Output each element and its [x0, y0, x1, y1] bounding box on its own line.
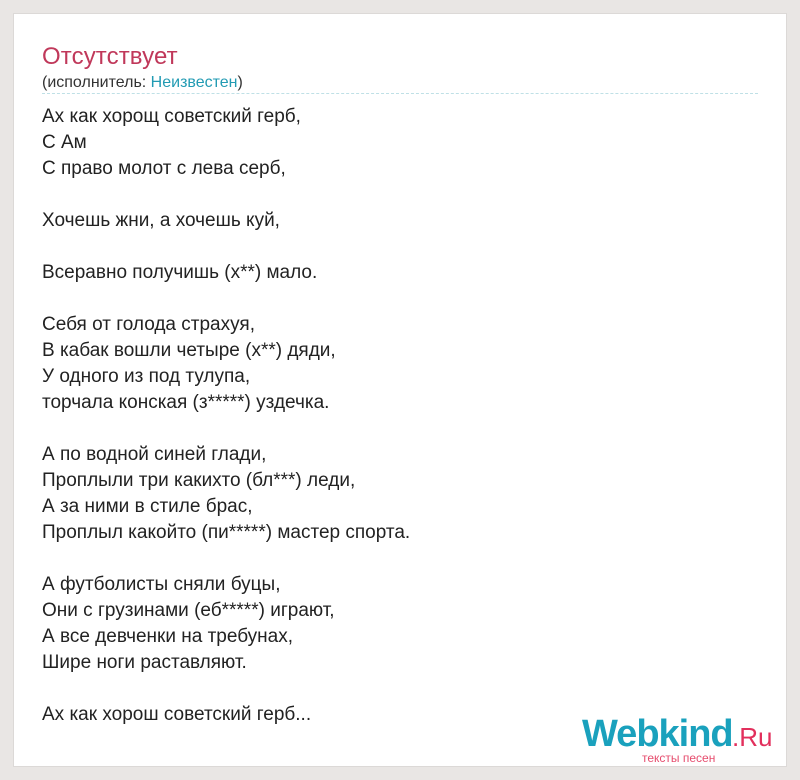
webkind-logo[interactable]	[582, 714, 772, 764]
logo-main-text: Webkind	[582, 713, 733, 755]
artist-link[interactable]: Неизвестен	[150, 74, 238, 91]
lyric-line: Всеравно получишь (х**) мало.	[42, 262, 318, 283]
lyrics-page	[14, 14, 786, 766]
artist-line	[42, 73, 243, 93]
lyric-line: А по водной синей глади,	[42, 444, 267, 465]
lyric-line	[42, 234, 602, 260]
lyric-line: Себя от голода страхуя,	[42, 314, 255, 335]
lyric-line: Проплыли три какихто (бл***) леди,	[42, 470, 356, 491]
song-title: Отсутствует	[42, 43, 178, 70]
lyric-line: А за ними в стиле брас,	[42, 496, 253, 517]
logo-tagline: тексты песен	[642, 751, 716, 765]
lyric-line: Ах как хорощ советский герб,	[42, 106, 301, 127]
title-divider	[42, 93, 758, 94]
logo-suffix-text: .Ru	[732, 722, 773, 752]
artist-prefix: (исполнитель:	[42, 74, 151, 91]
lyric-line	[42, 546, 602, 572]
lyric-line: Шире ноги раставляют.	[42, 652, 247, 673]
lyric-line	[42, 676, 602, 702]
lyric-line	[42, 182, 602, 208]
lyric-line	[42, 416, 602, 442]
lyric-line: Проплыл какойто (пи*****) мастер спорта.	[42, 522, 411, 543]
lyric-line: Они с грузинами (еб*****) играют,	[42, 600, 335, 621]
lyric-line: Хочешь жни, а хочешь куй,	[42, 210, 280, 231]
lyric-line: Ах как хорош советский герб...	[42, 704, 312, 725]
lyric-line: А футболисты сняли буцы,	[42, 574, 281, 595]
lyric-line: У одного из под тулупа,	[42, 366, 251, 387]
lyric-line: В кабак вошли четыре (х**) дяди,	[42, 340, 336, 361]
lyric-line: С право молот с лева серб,	[42, 158, 286, 179]
lyric-line	[42, 286, 602, 312]
lyric-line: С Ам	[42, 132, 87, 153]
artist-suffix: )	[237, 74, 243, 91]
lyric-line: А все девченки на требунах,	[42, 626, 293, 647]
lyrics-text	[42, 104, 602, 728]
lyric-line: торчала конская (з*****) уздечка.	[42, 392, 330, 413]
